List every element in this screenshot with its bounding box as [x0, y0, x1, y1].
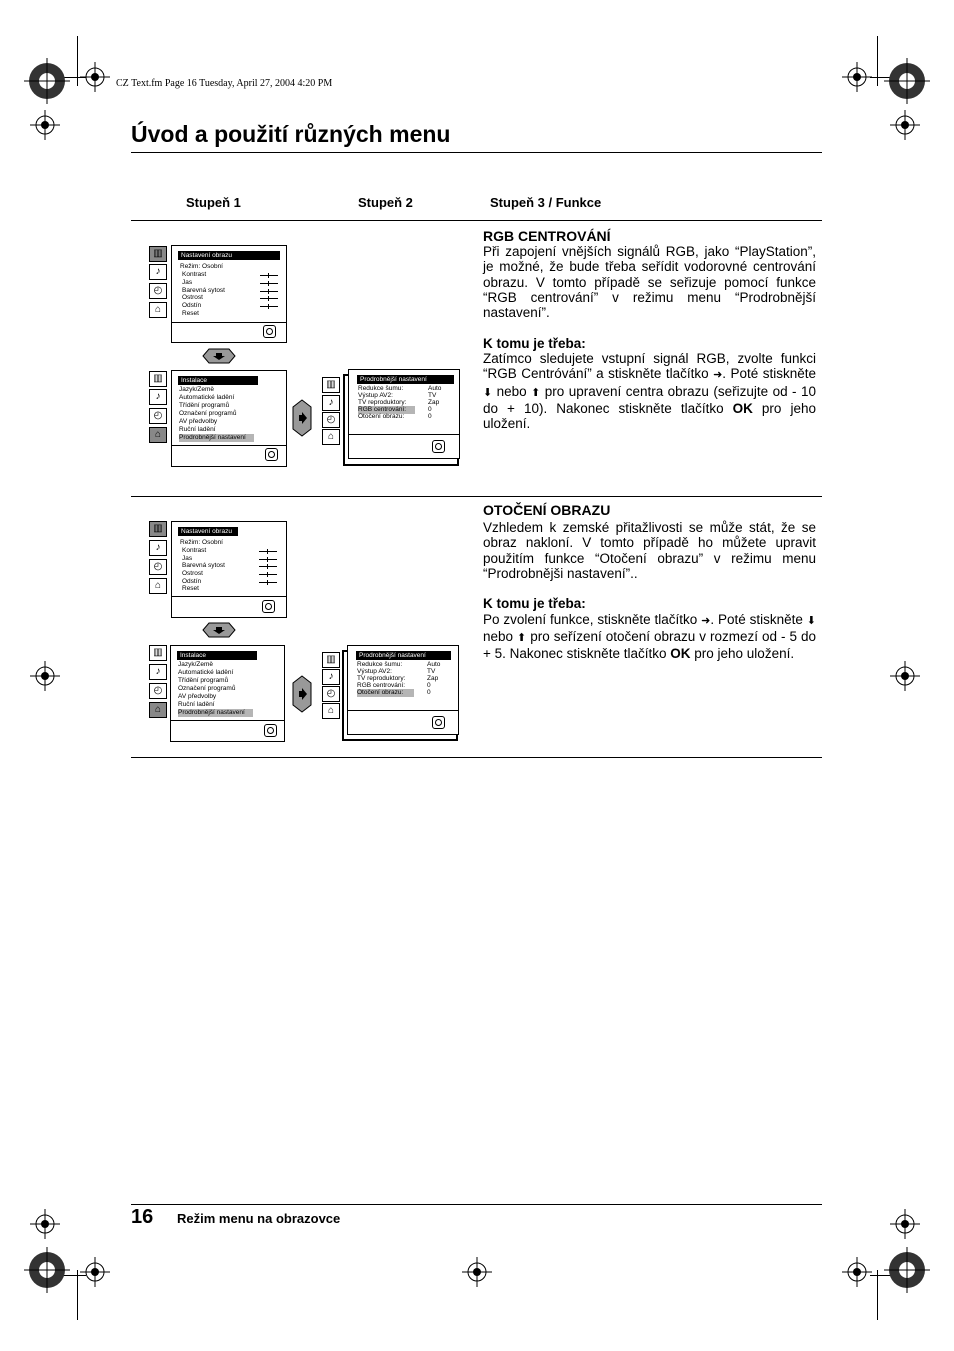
- menu-item-selected: RGB centrování:: [358, 406, 415, 414]
- instruction-text: . Poté stiskněte: [710, 611, 803, 627]
- menu-item: Jazyk/Země: [179, 386, 215, 393]
- menu-item: Kontrast: [182, 271, 207, 278]
- menu-item-selected: Otočení obrazu:: [357, 689, 414, 697]
- arrow-right-icon: ➜: [713, 369, 723, 382]
- column-header-step1: Stupeň 1: [186, 195, 241, 210]
- menu-value: Auto: [427, 661, 441, 668]
- menu-mode: Režim: Osobní: [180, 539, 223, 546]
- picture-icon: ▥: [149, 645, 167, 661]
- right-button-icon: [292, 399, 312, 437]
- menu-item: TV reproduktory:: [358, 399, 407, 406]
- menu-item: Jas: [182, 555, 193, 562]
- subheading: K tomu je třeba:: [483, 335, 586, 351]
- menu-item: Ostrost: [182, 294, 203, 301]
- footer-rule: [131, 1204, 822, 1205]
- instruction-text: nebo: [496, 383, 527, 399]
- instruction-text: Zatímco sledujete vstupní signál RGB, zvolte funkci “RGB Centróvání” a stiskněte tlačítko: [483, 351, 816, 382]
- ok-button-icon: [432, 440, 445, 453]
- menu-item: Reset: [182, 310, 199, 317]
- arrow-up-icon: ⬆: [517, 632, 527, 645]
- right-button-icon: [292, 675, 312, 713]
- picture-icon: ▥: [322, 652, 340, 668]
- level-slider: [260, 291, 278, 292]
- sound-icon: ♪: [322, 395, 340, 411]
- crosshair-icon: [30, 110, 60, 140]
- menu-item: Třídění programů: [179, 402, 230, 409]
- page-number: 16: [131, 1206, 154, 1228]
- crosshair-icon: [890, 110, 920, 140]
- instruction-text: pro seřízení otočení obrazu v rozmezí od - 5 do + 5. Nakonec stiskněte tlačítko: [483, 629, 816, 662]
- level-slider: [260, 275, 278, 276]
- menu-divider: [172, 445, 286, 446]
- section-title-picture-rotation: OTOČENÍ OBRAZU: [483, 502, 611, 518]
- sound-icon: ♪: [149, 389, 167, 405]
- timer-icon: ◴: [322, 686, 340, 702]
- ok-label: OK: [670, 646, 691, 662]
- section-divider: [131, 496, 822, 497]
- menu-item: Automatické ladění: [178, 669, 234, 676]
- menu-divider: [349, 434, 459, 435]
- menu-value: Zap: [428, 399, 440, 406]
- menu-item: Barevná sytost: [182, 287, 225, 294]
- menu-mode: Režim: Osobní: [180, 263, 223, 270]
- menu-value: Auto: [428, 385, 442, 392]
- level-slider: [260, 298, 278, 299]
- column-header-step3: Stupeň 3 / Funkce: [490, 195, 602, 210]
- menu-item: Reset: [182, 585, 199, 592]
- sound-icon: ♪: [322, 669, 340, 685]
- arrow-down-icon: ⬇: [806, 614, 816, 627]
- menu-divider: [171, 720, 284, 721]
- ok-label: OK: [732, 400, 753, 416]
- menu-item: Automatické ladění: [179, 394, 235, 401]
- menu-title: Nastavení obrazu: [178, 251, 280, 260]
- title-rule: [131, 152, 822, 153]
- picture-settings-menu: [171, 521, 287, 618]
- menu-value: 0: [428, 406, 432, 413]
- picture-icon: ▥: [149, 521, 167, 537]
- menu-item: AV předvolby: [178, 693, 217, 700]
- menu-item-selected: Prodrobnější nastavení: [179, 434, 254, 442]
- section-divider: [131, 757, 822, 758]
- crosshair-icon: [30, 1209, 60, 1239]
- ok-button-icon: [262, 600, 275, 613]
- menu-item: Výstup AV2:: [358, 392, 393, 399]
- menu-item: TV reproduktory:: [357, 675, 406, 682]
- timer-icon: ◴: [149, 683, 167, 699]
- down-button-icon: [199, 622, 239, 638]
- picture-icon: ▥: [149, 246, 167, 262]
- menu-item: AV předvolby: [179, 418, 218, 425]
- page-title: Úvod a použití různých menu: [131, 121, 451, 147]
- menu-item: Jas: [182, 279, 193, 286]
- instruction-text: . Poté stiskněte: [722, 366, 816, 382]
- setup-icon: ⌂: [149, 578, 167, 594]
- footer-section-name: Režim menu na obrazovce: [177, 1211, 341, 1226]
- arrow-down-icon: ⬇: [483, 386, 493, 399]
- setup-icon: ⌂: [149, 302, 167, 318]
- setup-icon: ⌂: [149, 702, 167, 718]
- menu-title: Instalace: [177, 651, 257, 660]
- arrow-up-icon: ⬆: [531, 386, 541, 399]
- ok-button-icon: [264, 724, 277, 737]
- menu-item: Barevná sytost: [182, 562, 225, 569]
- installation-menu: [171, 370, 287, 467]
- intro-text: Vzhledem k zemské přitažlivosti se může stát, že se obraz nakloní. V tomto případě ho můžete upravit použitím funkce “Otočení obrazu” v režimu menu “Prodrobnějši nastavení”..: [483, 520, 816, 581]
- timer-icon: ◴: [149, 408, 167, 424]
- picture-icon: ▥: [322, 377, 340, 393]
- down-button-icon: [199, 348, 239, 364]
- registration-target-icon: [884, 58, 930, 104]
- menu-item: Označení programů: [179, 410, 237, 417]
- menu-value: 0: [427, 689, 431, 696]
- menu-item: Ruční ladění: [178, 701, 215, 708]
- registration-target-icon: [24, 58, 70, 104]
- level-slider: [260, 306, 278, 307]
- intro-text: Při zapojení vnějších signálů RGB, jako “PlayStation”, je možné, že bude třeba seřídit vodorovné centrování obrazu. V tomto případě se seřizuje pomocí funkce “RGB centrování” v režimu menu “Prodrobnější nastavení”.: [483, 244, 816, 321]
- instruction-text: nebo: [483, 629, 514, 645]
- menu-item-selected: Prodrobnější nastavení: [178, 709, 253, 717]
- section-text-rgb-centering: [483, 244, 816, 432]
- menu-item: Ruční ladění: [179, 426, 216, 433]
- menu-item: Redukce šumu:: [357, 661, 403, 668]
- picture-icon: ▥: [149, 371, 167, 387]
- crosshair-icon: [890, 661, 920, 691]
- ok-button-icon: [263, 325, 276, 338]
- level-slider: [259, 582, 277, 583]
- level-slider: [259, 574, 277, 575]
- timer-icon: ◴: [322, 412, 340, 428]
- sound-icon: ♪: [149, 664, 167, 680]
- instruction-text: pro jeho uložení.: [694, 646, 795, 662]
- menu-item: Výstup AV2:: [357, 668, 392, 675]
- ok-button-icon: [432, 716, 445, 729]
- subheading: K tomu je třeba:: [483, 596, 586, 612]
- menu-title: Nastavení obrazu: [178, 527, 238, 536]
- menu-item: Ostrost: [182, 570, 203, 577]
- menu-item: Kontrast: [182, 547, 207, 554]
- timer-icon: ◴: [149, 283, 167, 299]
- menu-divider: [172, 322, 286, 323]
- instruction-text: pro upravení centra obrazu (seřizujte od - 10 do + 10). Nakonec stiskněte tlačítko: [483, 383, 816, 416]
- crosshair-icon: [462, 1257, 492, 1287]
- instruction-text: pro jeho uložení.: [483, 400, 816, 432]
- menu-title: Prodrobnější nastavení: [356, 651, 451, 660]
- menu-title: Prodrobnější nastavení: [357, 375, 454, 384]
- registration-target-icon: [884, 1247, 930, 1293]
- menu-item: RGB centrování:: [357, 682, 406, 689]
- menu-item: Odstín: [182, 578, 202, 585]
- menu-item: Odstín: [182, 302, 202, 309]
- menu-item: Třídění programů: [178, 677, 229, 684]
- column-header-step2: Stupeň 2: [358, 195, 413, 210]
- timer-icon: ◴: [149, 559, 167, 575]
- picture-settings-menu: [171, 245, 287, 343]
- setup-icon: ⌂: [322, 429, 340, 445]
- level-slider: [259, 566, 277, 567]
- ok-button-icon: [265, 448, 278, 461]
- crosshair-icon: [842, 62, 872, 92]
- file-header: CZ Text.fm Page 16 Tuesday, April 27, 2004 4:20 PM: [116, 78, 333, 89]
- table-rule: [131, 220, 822, 221]
- setup-icon: ⌂: [322, 703, 340, 719]
- section-text-picture-rotation: [483, 520, 816, 662]
- menu-title: Instalace: [178, 376, 258, 385]
- sound-icon: ♪: [149, 264, 167, 280]
- detail-settings-menu: [347, 645, 459, 735]
- crosshair-icon: [30, 661, 60, 691]
- level-slider: [259, 559, 277, 560]
- registration-target-icon: [24, 1247, 70, 1293]
- menu-value: TV: [427, 668, 436, 675]
- detail-settings-menu: [348, 369, 460, 459]
- crosshair-icon: [80, 62, 110, 92]
- menu-divider: [348, 710, 458, 711]
- instruction-text: Po zvolení funkce, stiskněte tlačítko: [483, 611, 698, 627]
- menu-value: TV: [428, 392, 437, 399]
- level-slider: [259, 551, 277, 552]
- menu-value: 0: [428, 413, 432, 420]
- menu-item: Označení programů: [178, 685, 236, 692]
- sound-icon: ♪: [149, 540, 167, 556]
- section-title-rgb-centering: RGB CENTROVÁNÍ: [483, 228, 611, 244]
- menu-value: 0: [427, 682, 431, 689]
- menu-item: Otočení obrazu:: [358, 413, 405, 420]
- arrow-right-icon: ➜: [701, 614, 711, 627]
- crosshair-icon: [890, 1209, 920, 1239]
- crosshair-icon: [842, 1257, 872, 1287]
- menu-divider: [172, 596, 286, 597]
- menu-value: Zap: [427, 675, 439, 682]
- menu-item: Jazyk/Země: [178, 661, 214, 668]
- installation-menu: [170, 645, 285, 742]
- menu-item: Redukce šumu:: [358, 385, 404, 392]
- level-slider: [260, 283, 278, 284]
- setup-icon: ⌂: [149, 427, 167, 443]
- crosshair-icon: [80, 1257, 110, 1287]
